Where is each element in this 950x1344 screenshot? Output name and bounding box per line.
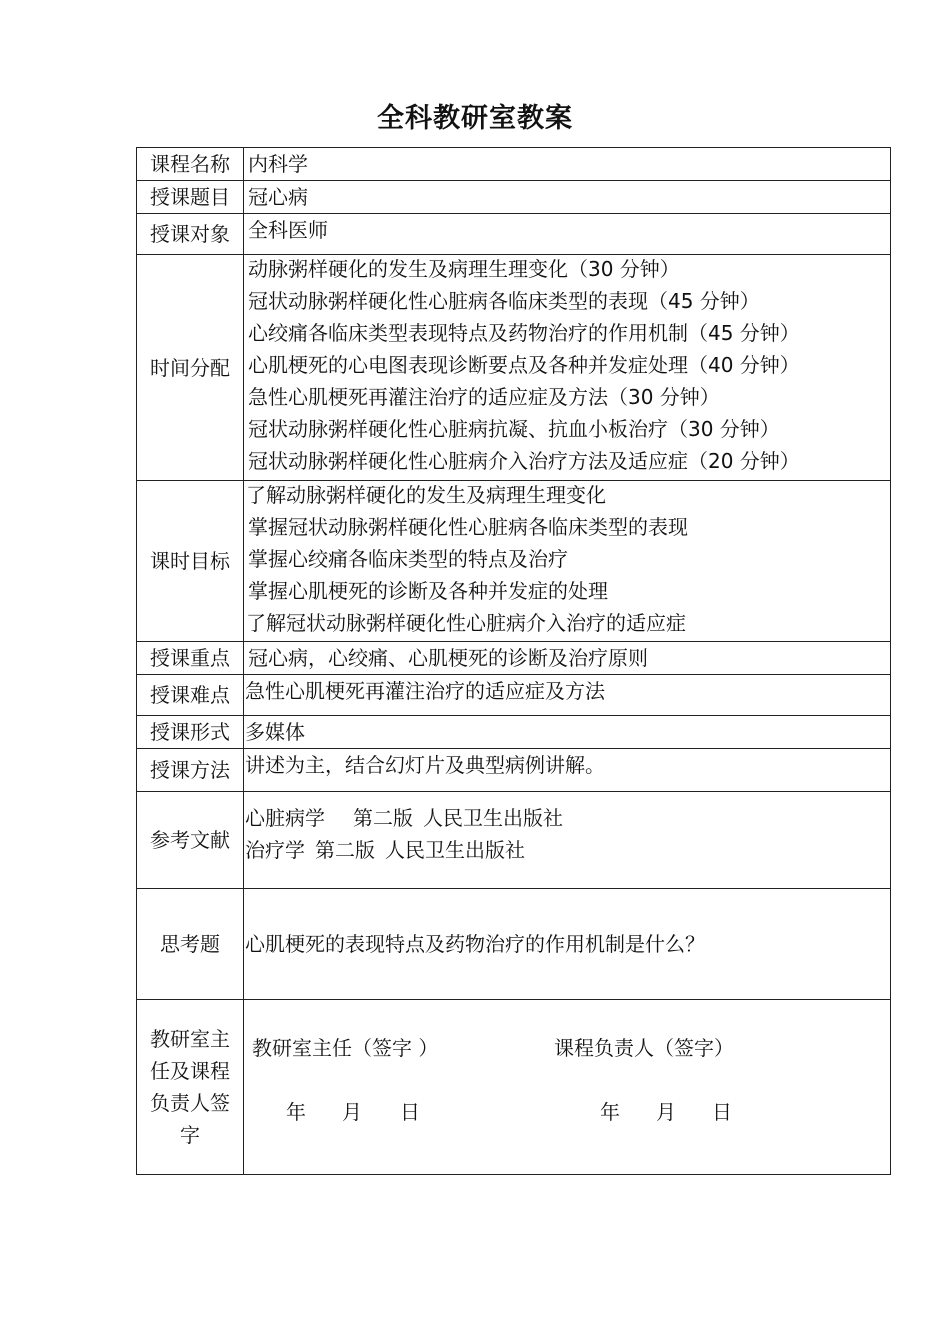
row-key-points bbox=[137, 642, 891, 675]
row-signatures bbox=[137, 1000, 891, 1175]
row-topic bbox=[137, 181, 891, 214]
reference-publisher: 人民卫生出版社 bbox=[385, 838, 525, 862]
director-date-day: 日 bbox=[400, 1100, 420, 1124]
signature-label-line: 教研室主 bbox=[150, 1027, 230, 1051]
row-questions bbox=[137, 889, 891, 1000]
time-line: 冠状动脉粥样硬化性心脏病抗凝、抗血小板治疗（30 分钟） bbox=[248, 417, 780, 441]
lesson-plan-table bbox=[136, 147, 891, 1175]
row-objectives bbox=[137, 481, 891, 642]
row-format bbox=[137, 716, 891, 749]
row-references bbox=[137, 792, 891, 889]
objective-line: 掌握冠状动脉粥样硬化性心脏病各临床类型的表现 bbox=[248, 515, 688, 539]
label-time-allocation: 时间分配 bbox=[137, 255, 244, 481]
value-references bbox=[244, 792, 891, 889]
value-signatures bbox=[244, 1000, 891, 1175]
value-method: 讲述为主，结合幻灯片及典型病例讲解。 bbox=[244, 749, 891, 792]
reference-publisher: 人民卫生出版社 bbox=[423, 806, 563, 830]
row-time-allocation bbox=[137, 255, 891, 481]
label-key-points: 授课重点 bbox=[137, 642, 244, 675]
page-title: 全科教研室教案 bbox=[377, 103, 573, 134]
label-questions: 思考题 bbox=[137, 889, 244, 1000]
value-audience: 全科医师 bbox=[244, 214, 891, 255]
lead-date-year: 年 bbox=[600, 1100, 620, 1124]
director-signature: 教研室主任（签字 ） bbox=[252, 1036, 439, 1060]
value-difficulties: 急性心肌梗死再灌注治疗的适应症及方法 bbox=[244, 675, 891, 716]
reference-book: 心脏病学 bbox=[245, 806, 325, 830]
signature-label-line: 任及课程 bbox=[150, 1059, 230, 1083]
reference-edition: 第二版 bbox=[315, 838, 375, 862]
value-topic: 冠心病 bbox=[244, 181, 891, 214]
value-objectives bbox=[244, 481, 891, 642]
value-questions: 心肌梗死的表现特点及药物治疗的作用机制是什么？ bbox=[244, 889, 891, 1000]
value-time-allocation bbox=[244, 255, 891, 481]
reference-edition: 第二版 bbox=[353, 806, 413, 830]
time-line: 心绞痛各临床类型表现特点及药物治疗的作用机制（45 分钟） bbox=[248, 321, 800, 345]
label-difficulties: 授课难点 bbox=[137, 675, 244, 716]
objective-line: 掌握心绞痛各临床类型的特点及治疗 bbox=[248, 547, 568, 571]
label-references: 参考文献 bbox=[137, 792, 244, 889]
reference-line bbox=[245, 834, 890, 866]
value-format: 多媒体 bbox=[244, 716, 891, 749]
lead-date-month: 月 bbox=[656, 1100, 676, 1124]
value-course-name: 内科学 bbox=[244, 148, 891, 181]
row-method bbox=[137, 749, 891, 792]
time-line: 冠状动脉粥样硬化性心脏病介入治疗方法及适应症（20 分钟） bbox=[248, 449, 800, 473]
director-date-year: 年 bbox=[286, 1100, 306, 1124]
label-objectives: 课时目标 bbox=[137, 481, 244, 642]
signature-label-line: 负责人签 bbox=[150, 1091, 230, 1115]
lead-date-day: 日 bbox=[712, 1100, 732, 1124]
time-line: 动脉粥样硬化的发生及病理生理变化（30 分钟） bbox=[248, 257, 680, 281]
label-audience: 授课对象 bbox=[137, 214, 244, 255]
objective-line: 掌握心肌梗死的诊断及各种并发症的处理 bbox=[248, 579, 608, 603]
reference-line bbox=[245, 802, 890, 834]
row-course-name bbox=[137, 148, 891, 181]
time-line: 心肌梗死的心电图表现诊断要点及各种并发症处理（40 分钟） bbox=[248, 353, 800, 377]
course-lead-signature: 课程负责人（签字） bbox=[554, 1036, 734, 1060]
label-signatures bbox=[137, 1000, 244, 1175]
objective-line: 了解动脉粥样硬化的发生及病理生理变化 bbox=[246, 483, 606, 507]
time-line: 急性心肌梗死再灌注治疗的适应症及方法（30 分钟） bbox=[248, 385, 720, 409]
row-audience bbox=[137, 214, 891, 255]
value-key-points: 冠心病，心绞痛、心肌梗死的诊断及治疗原则 bbox=[244, 642, 891, 675]
director-date-month: 月 bbox=[342, 1100, 362, 1124]
label-topic: 授课题目 bbox=[137, 181, 244, 214]
label-format: 授课形式 bbox=[137, 716, 244, 749]
signature-label-line: 字 bbox=[180, 1123, 200, 1147]
label-method: 授课方法 bbox=[137, 749, 244, 792]
objective-line: 了解冠状动脉粥样硬化性心脏病介入治疗的适应症 bbox=[246, 611, 686, 635]
label-course-name: 课程名称 bbox=[137, 148, 244, 181]
row-difficulties bbox=[137, 675, 891, 716]
reference-book: 治疗学 bbox=[245, 838, 305, 862]
time-line: 冠状动脉粥样硬化性心脏病各临床类型的表现（45 分钟） bbox=[248, 289, 760, 313]
